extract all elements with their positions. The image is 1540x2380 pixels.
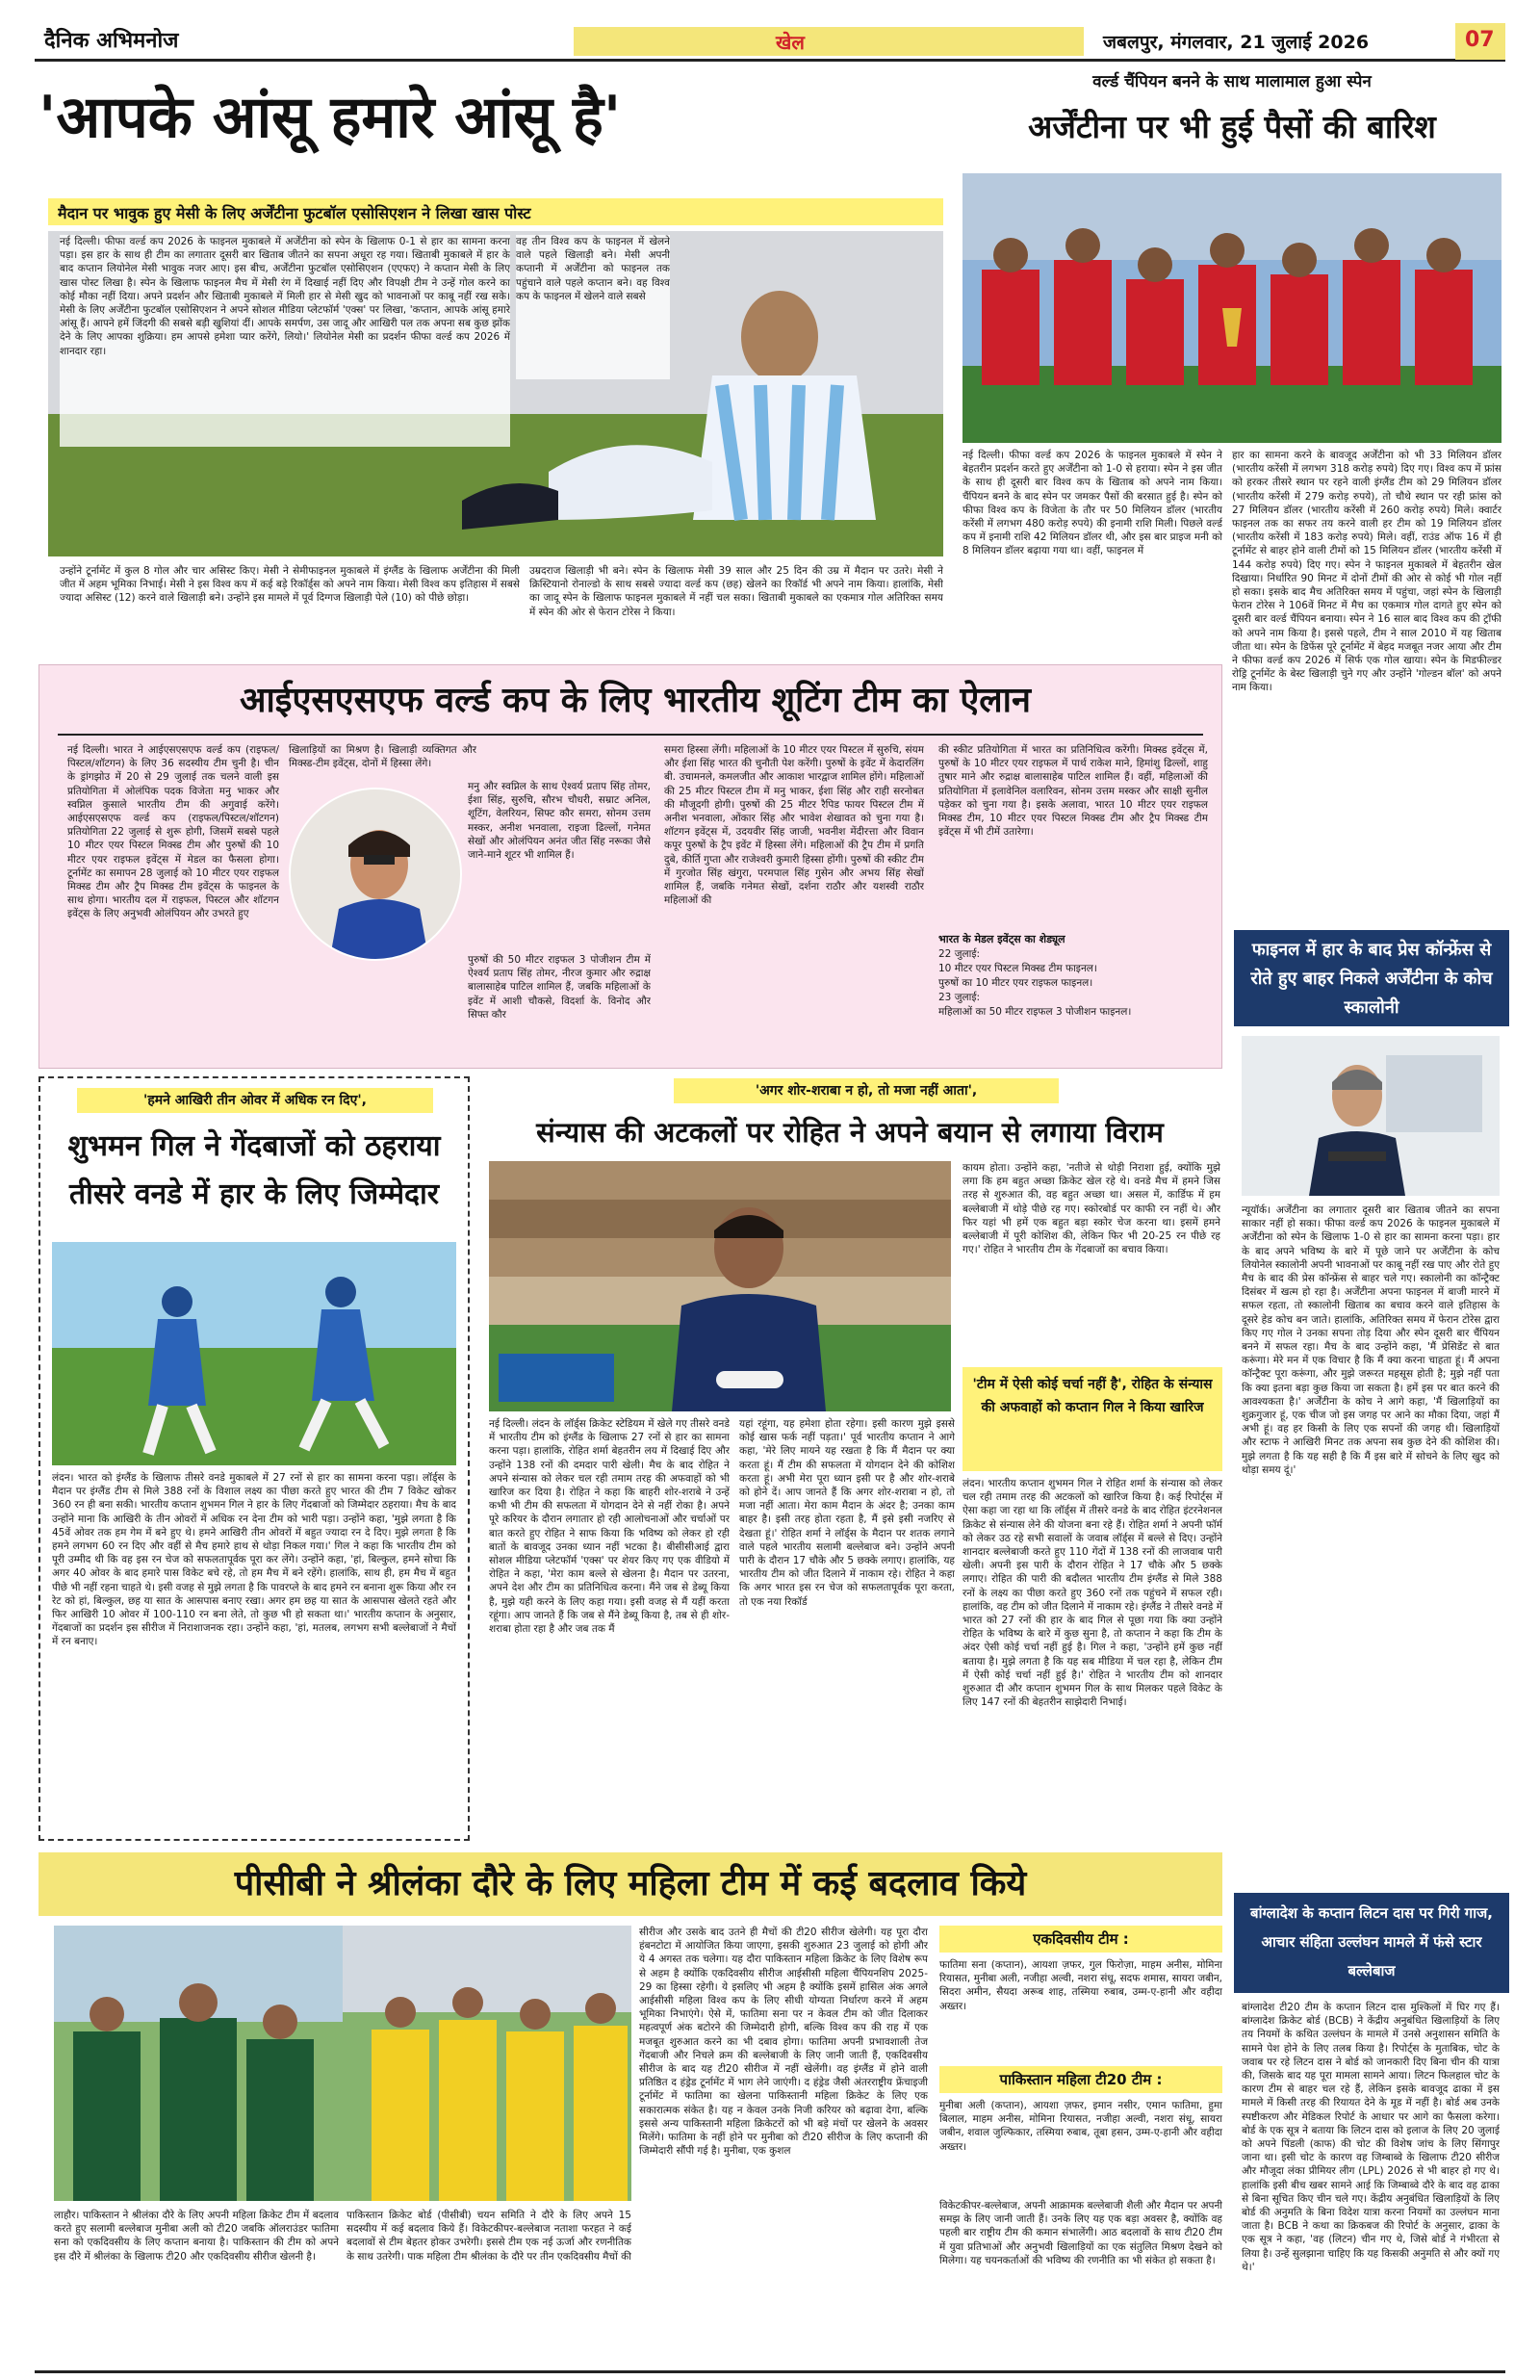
- shooting-col2-bot: पुरुषों की 50 मीटर राइफल 3 पोजीशन टीम में ऐश्वर्य प्रताप सिंह तोमर, नीरज कुमार और रुद्राक्ष बालासाहेब पाटिल शामिल हैं, जबकि महिलाओं के इवेंट में आशी चौकसे, विदर्शा के. विनोद और सिफ्त कौर: [468, 954, 651, 1021]
- pcb-t20-title: पाकिस्तान महिला टी20 टीम :: [999, 2071, 1163, 2088]
- shooting-col4: की स्कीट प्रतियोगिता में भारत का प्रतिनिधित्व करेंगी। मिक्स्ड इवेंट्स में, पुरुषों के 10 मीटर एयर राइफल में पार्थ राकेश माने, हिमांशु ढिल्लों, शाहु तुषार माने और रुद्राक्ष बालासाहेब पाटिल शामिल हैं। वहीं, महिलाओं की प्रतियोगिता में इलावेनिल वलारिवन, सोनम उत्तम मस्कर और साक्षी सुनील पड़ेकर को चुना गया है। इसके अलावा, भारत 10 मीटर एयर राइफल मिक्स्ड टीम, 10 मीटर एयर पिस्टल मिक्स्ड टीम और ट्रैप मिक्स्ड टीम इवेंट्स में भी टीमें उतारेगा।: [938, 744, 1208, 839]
- pcb-t20-list: मुनीबा अली (कप्तान), आयशा ज़फर, इमान नसीर, एमान फातिमा, हुमा बिलाल, माहम अनीस, मोमिना रियासत, नजीहा अल्वी, नशरा संधू, सायरा जबीन, शवाल जुल्फिकार, तस्मिया रुबाब, तूबा हसन, उम्म-ए-हानी और वहीदा अख्तर।: [939, 2100, 1222, 2153]
- scaloni-headline: फाइनल में हार के बाद प्रेस कॉन्फ्रेंस से रोते हुए बाहर निकले अर्जेंटीना के कोच स्कालोनी: [1250, 940, 1493, 1018]
- spain-body-b: हार का सामना करने के बावजूद अर्जेंटीना को भी 33 मिलियन डॉलर (भारतीय करेंसी में लगभग 318 करोड़ रुपये) दिए गए। विश्व कप में फ्रांस को हरकर तीसरे स्थान पर रहने वाली इंग्लैंड टीम को 29 मिलियन डॉलर (भारतीय करेंसी में 279 करोड़ रुपये), तो चौथे स्थान पर रही फ्रांस को 27 मिलियन डॉलर (भारतीय करेंसी में 260 करोड़ रुपये) मिले। क्वार्टर फाइनल तक का सफर तय करने वाली हर टीम को 19 मिलियन डॉलर (भारतीय करेंसी में 183 करोड़ रुपये) मिले। वहीं, राउंड ऑफ 16 में ही टूर्नामेंट से बाहर होने वाली टीमों को 15 मिलियन डॉलर (भारतीय करेंसी में 144 करोड़ रुपये) दिए गए। स्पेन ने फाइनल मुकाबले में बेहतरीन खेल दिखाया। निर्धारित 90 मिनट में दोनों टीमों की ओर से कोई भी गोल नहीं हो सका। इसके बाद मैच अतिरिक्त समय में पहुंचा, जहां स्पेन के खिलाड़ी फेरान टोरेस ने 106वें मिनट में मैच का एकमात्र गोल दागते हुए स्पेन को दूसरी बार वर्ल्ड चैंपियन बनाया। स्पेन ने 16 साल बाद विश्व कप की ट्रॉफी को अपने नाम किया है। इससे पहले, टीम ने साल 2010 में यह खिताब जीता था। स्पेन के डिफेंस पूरे टूर्नामेंट में बेहद मजबूत नजर आया और टीम ने फीफा वर्ल्ड कप 2026 में सिर्फ एक गोल खाया। स्पेन के मिडफील्डर रोड्रि टूर्नामेंट के बेस्ट खिलाड़ी चुने गए और उन्होंने 'गोल्डन बॉल' को अपने नाम किया।: [1232, 450, 1502, 694]
- gill-headline: शुभमन गिल ने गेंदबाजों को ठहराया तीसरे वनडे में हार के लिए जिम्मेदार: [67, 1129, 441, 1211]
- gill-kicker: 'हमने आखिरी तीन ओवर में अधिक रन दिए',: [143, 1093, 367, 1108]
- spain-photo: [962, 173, 1502, 443]
- messi-headline: 'आपके आंसू हमारे आंसू है': [38, 84, 622, 151]
- rohit-body-l1: नई दिल्ली। लंदन के लॉर्ड्स क्रिकेट स्टेडियम में खेले गए तीसरे वनडे में भारतीय टीम को इंग्लैंड के खिलाफ 27 रनों से हार का सामना करना पड़ा। हालांकि, रोहित शर्मा बेहतरीन लय में दिखाई दिए और उन्होंने 138 रनों की दमदार पारी खेली। मैच के बाद रोहित ने अपने संन्यास को लेकर चल रही तमाम तरह की अफवाहों को भी खारिज कर दिया है। रोहित ने कहा कि बाहरी शोर-शराबे ने उन्हें कभी भी टीम की सफलता में योगदान देने से नहीं रोका है। अपने पूरे करियर के दौरान लगातार हो रही आलोचनाओं और चर्चाओं पर बात करते हुए रोहित ने साफ किया कि भविष्य को लेकर हो रही बातों के बावजूद उनका ध्यान नहीं भटका है। बीसीसीआई द्वारा सोशल मीडिया प्लेटफॉर्म 'एक्स' पर शेयर किए गए एक वीडियो में रोहित ने कहा, 'मेरा काम बल्ले से खेलना है। मैदान पर उतरना, अपने देश और टीम का प्रतिनिधित्व करना। मैंने जब से डेब्यू किया है, मुझे यही करने के लिए कहा गया। इसी वजह से मैं यहीं करता रहूंगा। आप जानते हैं कि जब से मैंने डेब्यू किया है, तब से ही शोर-शराबा होता रहा है और जब तक मैं: [489, 1418, 730, 1636]
- pcb-body-a: लाहौर। पाकिस्तान ने श्रीलंका दौरे के लिए अपनी महिला क्रिकेट टीम में बदलाव करते हुए सलामी बल्लेबाज मुनीबा अली को टी20 जबकि ऑलराउंडर फातिमा सना को एकदिवसीय के लिए कप्तान बनाया है। पाकिस्तान की टीम को अपने इस दौरे में श्रीलंका के खिलाफ टी20 और एकदिवसीय सीरीज खेलनी है।: [54, 2210, 339, 2263]
- pcb-body-b: पाकिस्तान क्रिकेट बोर्ड (पीसीबी) चयन समिति ने दौरे के लिए अपने 15 सदस्यीय में कई बदलाव किये हैं। विकेटकीपर-बल्लेबाज नताशा फरहत ने कई बदलावों से टीम बेहतर होकर उभरेगी। इससे टीम एक नई ऊर्जा और रणनीतिक के साथ उतरेगी। पाक महिला टीम श्रीलंका के दौरे पर तीन एकदिवसीय मैचों की: [346, 2210, 631, 2263]
- messi-body-d: उन्होंने टूर्नामेंट में कुल 8 गोल और चार असिस्ट किए। मेसी ने सेमीफाइनल मुकाबले में इंग्लैंड के खिलाफ अर्जेंटीना की मिली जीत में अहम भूमिका निभाई। मेसी ने इस विश्व कप में कई बड़े रिकॉर्ड्स को अपने नाम किया। मेसी विश्व कप इतिहास में सबसे ज्यादा असिस्ट (12) करने वाले खिलाड़ी बने। उन्होंने इस मामले में पूर्व दिग्गज खिलाड़ी पेले (10) को पीछे छोड़ा।: [60, 565, 520, 605]
- pcb-body-c: सीरीज और उसके बाद उतने ही मैचों की टी20 सीरीज खेलेगी। यह पूरा दौरा हंबनटोटा में आयोजित किया जाएगा, इसकी शुरुआत 23 जुलाई को होगी और ये 4 अगस्त तक चलेगा। यह दौरा पाकिस्तान महिला क्रिकेट के लिए विशेष रूप से अहम है क्योंकि एकदिवसीय सीरीज आईसीसी महिला चैंपियनशिप 2025-29 का हिस्सा रहेगी। ये इसलिए भी अहम है क्योंकि इसमें हासिल अंक अगले आईसीसी महिला विश्व कप के लिए सीधी योग्यता निर्धारण करने में अहम भूमिका निभाएंगे। ऐसे में, फातिमा सना पर न केवल टीम को जीत दिलाकर महत्वपूर्ण अंक बटोरने की जिम्मेदारी होगी, बल्कि विश्व कप की राह में एक मजबूत शुरुआत करने का भी दबाव होगा। फातिमा अपनी प्रभावशाली तेज गेंदबाजी और निचले क्रम की बल्लेबाजी के लिए जानी जाती हैं, एकदिवसीय सीरीज के बाद यह टी20 सीरीज में नहीं खेलेंगी। वह इंग्लैंड में होने वाली प्रतिष्ठित द हंड्रेड टूर्नामेंट में भाग लेने जाएंगी। द हंड्रेड जैसी अंतरराष्ट्रीय फ्रेंचाइजी टूर्नामेंट में फातिमा का खेलना पाकिस्तानी महिला क्रिकेट के लिए एक सकारात्मक संकेत है। यह न केवल उनके निजी करियर को बढ़ावा देगा, बल्कि इससे अन्य पाकिस्तानी महिला क्रिकेटरों को भी बड़े मंचों पर खेलने के अवसर मिलेंगे। फातिमा के नहीं होने पर मुनीबा को टी20 सीरीज के लिए कप्तानी की जिम्मेदारी सौंपी गई है। मुनीबा, एक कुशल: [639, 1927, 928, 2158]
- masthead-page-no: 07: [1465, 28, 1495, 52]
- shooting-schedule: [938, 947, 1208, 1020]
- spain-headline: अर्जेंटीना पर भी हुई पैसों की बारिश: [1028, 108, 1436, 145]
- shooting-rule: [58, 734, 1203, 736]
- rohit-kicker: 'अगर शोर-शराबा न हो, तो मजा नहीं आता',: [755, 1083, 978, 1099]
- pcb-body-d: विकेटकीपर-बल्लेबाज, अपनी आक्रामक बल्लेबाजी शैली और मैदान पर अपनी समझ के लिए जानी जाती हैं। उनके लिए यह एक बड़ा अवसर है, क्योंकि वह पहली बार राष्ट्रीय टीम की कमान संभालेंगी। आठ बदलावों के साथ टी20 टीम में युवा प्रतिभाओं और अनुभवी खिलाड़ियों का एक संतुलित मिश्रण देखने को मिलेगा। यह चयनकर्ताओं की भविष्य की रणनीति का भी संकेत हो सकता है।: [939, 2200, 1222, 2266]
- masthead-section: खेल: [776, 31, 805, 54]
- rohit-body-l2: यहां रहूंगा, यह हमेशा होता रहेगा। इसी कारण मुझे इससे कोई खास फर्क नहीं पड़ता।' पूर्व भारतीय कप्तान ने आगे कहा, 'मेरे लिए मायने यह रखता है कि मैं मैदान पर क्या करता हूं। मैं टीम की सफलता में योगदान देने की कोशिश करता हूं। अभी मेरा पूरा ध्यान इसी पर है और शोर-शराबे को होने दें। आप जानते हैं कि अगर शोर-शराबा न हो, तो मजा नहीं आता। मेरा काम मैदान के अंदर है; उनका काम बाहर है। इसी तरह होता रहता है, मैं इसे इसी नजरिए से देखता हूं।' रोहित शर्मा ने लॉर्ड्स के मैदान पर शतक लगाने वाले पहले भारतीय सलामी बल्लेबाज बने। उन्होंने अपनी पारी के दौरान 17 चौके और 5 छक्के लगाए। हालांकि, यह भारतीय टीम को जीत दिलाने में नाकाम रहे। रोहित ने कहा कि अगर भारत इस रन चेज को सफलतापूर्वक पूरा करता, तो एक नया रिकॉर्ड: [739, 1418, 955, 1608]
- messi-body-a: नई दिल्ली। फीफा वर्ल्ड कप 2026 के फाइनल मुकाबले में अर्जेंटीना को स्पेन के खिलाफ 0-1 से हार का सामना करना पड़ा। इस हार के साथ ही टीम का लगातार दूसरी बार खिताब जीतने का सपना अधूरा रह गया। खिताबी मुकाबले में हार के बाद कप्तान लियोनेल मेसी भावुक नजर आए। इस बीच, अर्जेंटीना फुटबॉल एसोसिएशन (एएफए) ने कप्तान मेसी के लिए खास पोस्ट लिखा है। स्पेन के खिलाफ फाइनल मैच में मेसी रंग में दिखाई नहीं दिए और विपक्षी टीम ने उन्हें गोल करने का कोई मौका नहीं दिया। अपने प्रदर्शन और खिताबी मुकाबले में मिली हार से मेसी खुद को भावनाओं पर काबू नहीं रख सके। मेसी के लिए अर्जेंटीना फुटबॉल एसोसिएशन ने अपने सोशल मीडिया प्लेटफॉर्म 'एक्स' पर लिखा, 'कप्तान, आपके आंसू हमारे आंसू हैं। आपने हमें जिंदगी की सबसे बड़ी खुशियां दीं। आपके समर्पण, उस जादू और आखिरी पल तक अपना सब कुछ झोंक देने के लिए आपका शुक्रिया। हम आपसे हमेशा प्यार करेंगे, लियो।' लियोनेल मेसी का प्रदर्शन फीफा वर्ल्ड कप 2026 में शानदार रहा।: [60, 235, 510, 447]
- schedule-line: महिलाओं का 50 मीटर राइफल 3 पोजीशन फाइनल।: [938, 1006, 1132, 1018]
- shooting-col3: समरा हिस्सा लेंगी। महिलाओं के 10 मीटर एयर पिस्टल में सुरुचि, संयम और ईशा सिंह भारत की चुनौती पेश करेंगी। पुरुषों के इवेंट में केदारलिंग बी. उचामनले, कमलजीत और आकाश भारद्वाज शामिल होंगे। महिलाओं की 25 मीटर पिस्टल टीम में मनु भाकर, ईशा सिंह और राही सरनोबत की मौजूदगी होगी। पुरुषों की 25 मीटर रैपिड फायर पिस्टल टीम में अनीश भनवाला, ओंकार सिंह और भावेश शेखावत को चुना गया है। शॉटगन इवेंट्स में, उदयवीर सिंह जाजी, भवनीश मेंदीरत्ता और विवान कपूर पुरुषों के ट्रैप इवेंट में हिस्सा लेंगे। महिलाओं की ट्रैप टीम में प्रगति दुबे, कीर्ति गुप्ता और राजेश्वरी कुमारी हिस्सा होंगी। पुरुषों की स्कीट टीम में गुरजोत सिंह खंगुरा, परमपाल सिंह गुसेन और अभय सिंह सेखों शामिल हैं, जबकि गनेमत सेखों, दर्शना राठौर और यशस्वी राठौर महिलाओं की: [664, 744, 924, 907]
- pcb-photo: [54, 1926, 631, 2201]
- shooting-schedule-title: भारत के मेडल इवेंट्स का शेड्यूल: [938, 933, 1065, 945]
- page-bottom-rule: [35, 2370, 1505, 2373]
- shooting-photo: [289, 788, 462, 961]
- rohit-headline: संन्यास की अटकलों पर रोहित ने अपने बयान से लगाया विराम: [536, 1116, 1164, 1149]
- masthead: [35, 23, 1505, 62]
- rohit-body-right: कायम होता। उन्होंने कहा, 'नतीजे से थोड़ी निराशा हुई, क्योंकि मुझे लगा कि हम बहुत अच्छा क्रिकेट खेल रहे थे। वनडे मैच में हमने जिस तरह से शुरुआत की, वह बहुत अच्छा था। असल में, कार्डिफ में हम बल्लेबाजी में थोड़े पीछे रह गए। स्कोरबोर्ड पर काफी रन नहीं थे। और फिर यहां भी हमें एक बहुत बड़ा स्कोर चेज करना था। इसमें हमने बल्लेबाजी में पूरी कोशिश की, लेकिन फिर भी 20-25 रन पीछे रह गए।' रोहित ने भारतीय टीम के गेंदबाजों का बचाव किया।: [962, 1162, 1220, 1256]
- pcb-odi-title: एकदिवसीय टीम :: [1033, 1930, 1129, 1948]
- masthead-dateline: जबलपुर, मंगलवार, 21 जुलाई 2026: [1103, 32, 1370, 53]
- masthead-logo: दैनिक अभिमनोज: [44, 29, 179, 53]
- schedule-line: 22 जुलाई:: [938, 948, 981, 960]
- scaloni-body: न्यूयॉर्क। अर्जेंटीना का लगातार दूसरी बार खिताब जीतने का सपना साकार नहीं हो सका। फीफा वर्ल्ड कप 2026 के फाइनल मुकाबले में अर्जेंटीना को स्पेन के खिलाफ 1-0 से हार का सामना करना पड़ा। हार के बाद अपने भविष्य के बारे में पूछे जाने पर अर्जेंटीना के कोच लियोनेल स्कालोनी अपनी भावनाओं पर काबू नहीं रख पाए और रोते हुए मैच के बाद की प्रेस कॉन्फ्रेंस से बाहर चले गए। स्कालोनी का कॉन्ट्रैक्ट दिसंबर में खत्म हो रहा है। अर्जेंटीना अपना फाइनल में बाजी मारने में सफल रहता, तो स्कालोनी खिताब का बचाव करने वाले इतिहास के दूसरे हेड कोच बन जाते। हालांकि, अतिरिक्त समय में फेरान टोरेस द्वारा किए गए गोल ने उनका सपना तोड़ दिया और स्पेन दूसरी बार चैंपियन बनने में सफल रहा। मैच के बाद उन्होंने कहा, 'मैं प्रेसिडेंट से बात करूंगा। मेरे मन में एक विचार है कि मैं क्या करना चाहता हूं। मैं अपना कॉन्ट्रैक्ट पूरा करूंगा, और मुझे जरूरत महसूस होती है; मुझे नहीं पता कि क्या इतना बड़ा कुछ किया जा सकता है। हमें इस पर बात करने की आवश्यकता है।' अर्जेंटीना के कोच ने आगे कहा, 'मैं खिलाड़ियों का शुक्रगुजार हूं, एक चीज जो इस जगह पर आने का मौका दिया, जहां मैं अभी हूं। वह हर किसी के लिए एक सपनों की जगह थी। खिलाड़ियों और स्टाफ ने आखिरी मिनट तक अपना सब कुछ देने की कोशिश की। मुझे लगता है कि यह सही है कि मैं इस बारे में सोचने के लिए खुद को थोड़ा समय दूं।': [1242, 1204, 1500, 1476]
- shooting-col1: नई दिल्ली। भारत ने आईएसएसएफ वर्ल्ड कप (राइफल/पिस्टल/शॉटगन) के लिए 36 सदस्यीय टीम चुनी है। चीन के ड्रांगझोउ में 20 से 29 जुलाई तक चलने वाली इस प्रतियोगिता में ओलंपिक पदक विजेता मनु भाकर और स्वप्निल कुसाले भारतीय टीम की अगुवाई करेंगे। आईएसएसएफ वर्ल्ड कप (राइफल/पिस्टल/शॉटगन) प्रतियोगिता 22 जुलाई से शुरू होगी, जिसमें सबसे पहले 10 मीटर एयर पिस्टल मिक्स्ड टीम और पुरुषों की 10 मीटर एयर राइफल इवेंट्स में मेडल का फैसला होगा। टूर्नामेंट का समापन 28 जुलाई को 10 मीटर एयर राइफल मिक्स्ड टीम और ट्रैप मिक्स्ड टीम इवेंट्स के फाइनल के साथ होगा। भारतीय दल में राइफल, पिस्टल और शॉटगन इवेंट्स के लिए अनुभवी ओलंपियन और उभरते हुए: [67, 744, 279, 920]
- spain-body-a: नई दिल्ली। फीफा वर्ल्ड कप 2026 के फाइनल मुकाबले में स्पेन ने बेहतरीन प्रदर्शन करते हुए अर्जेंटीना को 1-0 से हराया। स्पेन ने इस जीत के साथ ही दूसरी बार विश्व कप के खिताब को अपने नाम किया। चैंपियन बनने के बाद स्पेन पर जमकर पैसों की बरसात हुई है। स्पेन को फीफा विश्व कप के विजेता के तौर पर 50 मिलियन डॉलर (भारतीय करेंसी में लगभग 480 करोड़ रुपये) की इनामी राशि मिली। पिछले वर्ल्ड कप में इनामी राशि 42 मिलियन डॉलर थी, और इस बार प्राइज मनी को 8 मिलियन डॉलर बढ़ाया गया था। वहीं, फाइनल में: [962, 450, 1222, 557]
- scaloni-photo: [1242, 1036, 1500, 1196]
- shooting-headline: आईएसएसएफ वर्ल्ड कप के लिए भारतीय शूटिंग टीम का ऐलान: [240, 681, 1031, 720]
- gill-rohit-body: लंदन। भारतीय कप्तान शुभमन गिल ने रोहित शर्मा के संन्यास को लेकर चल रही तमाम तरह की अटकलों को खारिज किया है। कई रिपोर्ट्स में ऐसा कहा जा रहा था कि लॉर्ड्स में तीसरे वनडे के बाद रोहित इंटरनेशनल क्रिकेट से संन्यास लेने की योजना बना रहे हैं। रोहित शर्मा ने अपनी फॉर्म को लेकर उठ रहे सभी सवालों के जवाब लॉर्ड्स में बल्ले से दिए। उन्होंने शानदार बल्लेबाजी करते हुए 110 गेंदों में 138 रनों की लाजवाब पारी खेली। अपनी इस पारी के दौरान रोहित ने 17 चौके और 5 छक्के लगाए। रोहित की पारी की बदौलत भारतीय टीम इंग्लैंड से मिले 388 रनों के लक्ष्य का पीछा करते हुए 360 रनों तक पहुंचने में सफल रही। हालांकि, वह टीम को जीत दिलाने में नाकाम रहे। इंग्लैंड ने तीसरे वनडे में भारत को 27 रनों की हार के बाद गिल से पूछा गया कि क्या उन्होंने रोहित के भविष्य के बारे में कुछ सुना है, तो कप्तान ने कहा कि टीम के अंदर ऐसी कोई चर्चा नहीं हुई है। गिल ने कहा, 'उन्होंने हमें कुछ नहीं बताया है। मुझे लगता है कि यह सब मीडिया में चल रहा है, लेकिन टीम में ऐसी कोई चर्चा नहीं हुई है।' रोहित ने भारतीय टीम को शानदार शुरुआत दी और कप्तान शुभमन गिल के साथ मिलकर पहले विकेट के लिए 147 रनों की बेहतरीन साझेदारी निभाई।: [962, 1478, 1222, 1709]
- messi-subhead: मैदान पर भावुक हुए मेसी के लिए अर्जेंटीना फुटबॉल एसोसिएशन ने लिखा खास पोस्ट: [58, 204, 531, 222]
- messi-body-c: उम्रदराज खिलाड़ी भी बने। स्पेन के खिलाफ मेसी 39 साल और 25 दिन की उम्र में मैदान पर उतरे। मेसी ने क्रिस्टियानो रोनाल्डो के साथ सबसे ज्यादा वर्ल्ड कप (छह) खेलने का रिकॉर्ड भी अपने नाम किया। हालांकि, मेसी का जादू स्पेन के खिलाफ फाइनल मुकाबले में नहीं चल सका। खिताबी मुकाबले का एकमात्र गोल अतिरिक्त समय में स्पेन की ओर से फेरान टोरेस ने किया।: [529, 565, 943, 618]
- schedule-line: 23 जुलाई:: [938, 992, 981, 1003]
- pcb-headline: पीसीबी ने श्रीलंका दौरे के लिए महिला टीम में कई बदलाव किये: [234, 1864, 1027, 1903]
- schedule-line: पुरुषों का 10 मीटर एयर राइफल फाइनल।: [938, 977, 1093, 989]
- gill-rohit-headline: 'टीम में ऐसी कोई चर्चा नहीं है', रोहित के संन्यास की अफवाहों को कप्तान गिल ने किया खारिज: [972, 1377, 1213, 1415]
- bangladesh-body: बांग्लादेश टी20 टीम के कप्तान लिटन दास मुश्किलों में घिर गए हैं। बांग्लादेश क्रिकेट बोर्ड (BCB) ने केंद्रीय अनुबंधित खिलाड़ियों के लिए तय नियमों के कथित उल्लंघन के मामले में उनसे अनुशासन समिति के सामने पेश होने के लिए तलब किया है। रिपोर्ट्स के मुताबिक, चोट के जवाब पर रहे लिटन दास ने बोर्ड को जानकारी दिए बिना चीन की यात्रा की, जिसके बाद यह पूरा मामला सामने आया। लिटन फिलहाल चोट के कारण टीम से बाहर चल रहे हैं, लेकिन इसके बावजूद ढाका में इस मामले में किसी तरह की रियायत देने के मूड में नहीं है। बोर्ड अब उनके स्पष्टीकरण और मेडिकल रिपोर्ट के आधार पर आगे का फैसला करेगा। बोर्ड के एक सूत्र ने बताया कि लिटन दास को इलाज के लिए 20 जुलाई को अपने पिंडली (काफ) की चोट की विशेष जांच के लिए सिंगापुर जाना था। इसी चोट के कारण वह जिम्बाब्वे के खिलाफ टी20 सीरीज और मौजूदा लंका प्रीमियर लीग (LPL) 2026 से भी बाहर हो गए थे। हालांकि इसी बीच खबर सामने आई कि जिम्बाब्वे दौरे के बाद वह ढाका से बिना सूचित किए चीन चले गए। केंद्रीय अनुबंधित खिलाड़ियों के लिए बोर्ड की अनुमति के बिना विदेश यात्रा करना नियमों का उल्लंघन माना जाता है। BCB ने कथा का क्रिकबज की रिपोर्ट के अनुसार, ढाका के एक सूत्र ने कहा, 'वह (लिटन) चीन गए थे, जिसे बोर्ड ने गंभीरता से लिया है। उन्हें सुलझाना चाहिए कि यह किसकी अनुमति से और क्यों गए थे।': [1242, 2002, 1500, 2273]
- gill-body: लंदन। भारत को इंग्लैंड के खिलाफ तीसरे वनडे मुकाबले में 27 रनों से हार का सामना करना पड़ा। लॉर्ड्स के मैदान पर इंग्लैंड टीम से मिले 388 रनों के विशाल लक्ष्य का पीछा करते हुए भारत की टीम 7 विकेट खोकर 360 रन ही बना सकी। भारतीय कप्तान शुभमन गिल ने हार के लिए गेंदबाजों को जिम्मेदार ठहराया। मैच के बाद उन्होंने माना कि आखिरी के तीन ओवरों में अधिक रन देना टीम को भारी पड़ा। उन्होंने कहा, 'मुझे लगता है कि 45वें ओवर तक हम गेम में बने हुए थे। हमने आखिरी तीन ओवरों में बहुत ज्यादा रन दे दिए। मुझे लगता है कि हमने लगभग 60 रन दिए और वहीं से मैच हमारे हाथ से थोड़ा निकल गया।' गिल ने कहा कि भारतीय टीम को पूरी उम्मीद थी कि वह इस रन चेज को सफलतापूर्वक पूरा कर लेंगे। उन्होंने कहा, 'हां, बिल्कुल, हमने सोचा कि अगर 40 ओवर के बाद हमारे पास विकेट बचे रहे, तो हम मैच में बने रहेंगे। हालांकि, साथ ही, हम मैच में बहुत पीछे भी नहीं रहना चाहते थे। इसी वजह से मुझे लगता है कि पावरप्ले के बाद हमने रन बनाना शुरू किया और रन रेट को हां, बिल्कुल, छह या सात के आसपास बनाए रखा। अगर हम छह या सात के आसपास खेलते रहते और फिर आखिरी 10 ओवर में 100-110 रन बना लेते, तो कुछ भी हो सकता था।' भारतीय कप्तान के अनुसार, गेंदबाजों का प्रदर्शन इस सीरीज में निराशाजनक रहा। उन्होंने कहा, 'हां, मतलब, लगभग सभी बल्लेबाजों ने मैचों में रन बनाए।: [52, 1472, 456, 1648]
- shooting-col2-top: खिलाड़ियों का मिश्रण है। खिलाड़ी व्यक्तिगत और मिक्स्ड-टीम इवेंट्स, दोनों में हिस्सा लेंगे।: [289, 744, 476, 770]
- masthead-section-bar: [574, 27, 1084, 56]
- gill-photo: [52, 1242, 456, 1465]
- spain-kicker: वर्ल्ड चैंपियन बनने के साथ मालामाल हुआ स्पेन: [1092, 72, 1372, 91]
- pcb-odi-list: फातिमा सना (कप्तान), आयशा ज़फर, गुल फिरोज़ा, माहम अनीस, मोमिना रियासत, मुनीबा अली, नजीहा अल्वी, नशरा संधू, सदफ शमास, सायरा जबीन, सिदरा अमीन, सैयदा अरूब शाह, तस्मिया रुबाब, उम्म-ए-हानी और वहीदा अख्तर।: [939, 1959, 1222, 2012]
- bangladesh-headline: बांग्लादेश के कप्तान लिटन दास पर गिरी गाज, आचार संहिता उल्लंघन मामले में फंसे स्टार बल्लेबाज: [1250, 1904, 1493, 1979]
- messi-body-b: वह तीन विश्व कप के फाइनल में खेलने वाले पहले खिलाड़ी बने। मेसी अपनी कप्तानी में अर्जेंटीना को फाइनल तक पहुंचाने वाले पहले कप्तान बने। वह विश्व कप के फाइनल में खेलने वाले सबसे: [516, 235, 670, 379]
- rohit-photo: [489, 1161, 951, 1411]
- schedule-line: 10 मीटर एयर पिस्टल मिक्स्ड टीम फाइनल।: [938, 963, 1097, 974]
- shooting-col2-mid: मनु और स्वप्निल के साथ ऐश्वर्य प्रताप सिंह तोमर, ईशा सिंह, सुरुचि, सौरभ चौधरी, सम्राट अनिल, शूटिंग, वेलरियन, सिफ्ट कौर समरा, सोनम उत्तम मस्कर, अनीश भनवाला, राइजा ढिल्लों, गनेमत सेखों और ओलंपियन अनंत जीत सिंह नरूका जैसे जाने-माने शूटर भी शामिल हैं।: [468, 781, 651, 862]
